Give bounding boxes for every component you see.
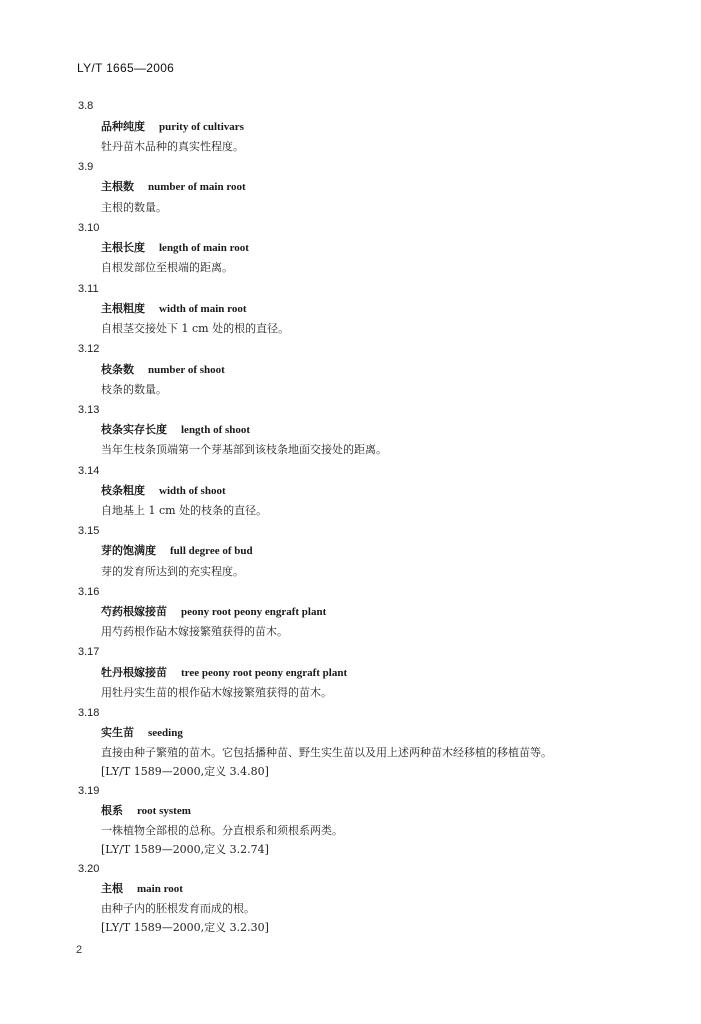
term-chinese: 牡丹根嫁接苗 — [101, 666, 167, 679]
clause-number: 3.16 — [78, 586, 100, 598]
term-english: seeding — [148, 727, 183, 739]
term-definition: 芽的发育所达到的充实程度。 — [101, 565, 244, 578]
clause-number: 3.8 — [78, 100, 94, 112]
term-heading — [101, 484, 226, 498]
clause-number: 3.14 — [78, 465, 100, 477]
term-source-reference: [LY/T 1589—2000,定义 3.2.74] — [101, 843, 269, 856]
term-definition: 自地基上 1 cm 处的枝条的直径。 — [101, 504, 268, 517]
term-chinese: 枝条实存长度 — [101, 423, 167, 436]
page-number: 2 — [76, 944, 83, 956]
term-english: purity of cultivars — [159, 121, 244, 133]
term-english: number of main root — [148, 181, 246, 193]
term-chinese: 主根 — [101, 882, 123, 895]
term-heading — [101, 241, 249, 255]
term-heading — [101, 302, 247, 316]
term-source-reference: [LY/T 1589—2000,定义 3.4.80] — [101, 765, 269, 778]
term-definition: 当年生枝条顶端第一个芽基部到该枝条地面交接处的距离。 — [101, 443, 387, 456]
document-code-header: LY/T 1665—2006 — [77, 61, 175, 75]
term-chinese: 主根粗度 — [101, 302, 145, 315]
term-definition: 自根发部位至根端的距离。 — [101, 261, 233, 274]
term-definition: 枝条的数量。 — [101, 383, 167, 396]
clause-number: 3.17 — [78, 646, 100, 658]
term-chinese: 主根数 — [101, 180, 134, 193]
clause-number: 3.13 — [78, 404, 100, 416]
term-english: width of main root — [159, 303, 247, 315]
term-definition: 用芍药根作砧木嫁接繁殖获得的苗木。 — [101, 625, 288, 638]
clause-number: 3.12 — [78, 343, 100, 355]
term-chinese: 枝条数 — [101, 363, 134, 376]
term-heading — [101, 363, 225, 377]
term-english: length of shoot — [181, 424, 251, 436]
clause-number: 3.9 — [78, 161, 94, 173]
term-definition: 一株植物全部根的总称。分直根系和须根系两类。 — [101, 824, 343, 837]
term-heading — [101, 666, 347, 680]
term-definition: 由种子内的胚根发育而成的根。 — [101, 902, 255, 915]
clause-number: 3.18 — [78, 707, 100, 719]
term-english: peony root peony engraft plant — [181, 606, 327, 618]
term-chinese: 实生苗 — [101, 726, 134, 739]
term-english: length of main root — [159, 242, 249, 254]
term-chinese: 芍药根嫁接苗 — [101, 605, 167, 618]
term-definition: 牡丹苗木品种的真实性程度。 — [101, 140, 244, 153]
clause-number: 3.10 — [78, 222, 100, 234]
clause-number: 3.11 — [78, 283, 99, 295]
term-heading — [101, 180, 246, 194]
term-chinese: 主根长度 — [101, 241, 145, 254]
term-heading — [101, 544, 253, 558]
term-chinese: 芽的饱满度 — [101, 544, 156, 557]
clause-number: 3.15 — [78, 525, 100, 537]
term-chinese: 枝条粗度 — [101, 484, 145, 497]
term-heading — [101, 423, 250, 437]
term-definition: 主根的数量。 — [101, 201, 167, 214]
term-definition: 直接由种子繁殖的苗木。它包括播种苗、野生实生苗以及用上述两种苗木经移植的移植苗等。 — [101, 746, 552, 759]
term-source-reference: [LY/T 1589—2000,定义 3.2.30] — [101, 921, 269, 934]
term-heading — [101, 605, 326, 619]
term-heading — [101, 804, 191, 818]
term-chinese: 品种纯度 — [101, 120, 145, 133]
term-english: main root — [137, 883, 183, 895]
term-definition: 用牡丹实生苗的根作砧木嫁接繁殖获得的苗木。 — [101, 686, 332, 699]
term-heading — [101, 120, 244, 134]
term-definition: 自根茎交接处下 1 cm 处的根的直径。 — [101, 322, 290, 335]
clause-number: 3.20 — [78, 863, 100, 875]
term-english: tree peony root peony engraft plant — [181, 667, 348, 679]
term-english: root system — [137, 805, 191, 817]
term-english: width of shoot — [159, 485, 226, 497]
clause-number: 3.19 — [78, 785, 100, 797]
term-heading — [101, 726, 183, 740]
term-chinese: 根系 — [101, 804, 123, 817]
term-heading — [101, 882, 183, 896]
term-english: full degree of bud — [170, 545, 253, 557]
term-english: number of shoot — [148, 364, 225, 376]
